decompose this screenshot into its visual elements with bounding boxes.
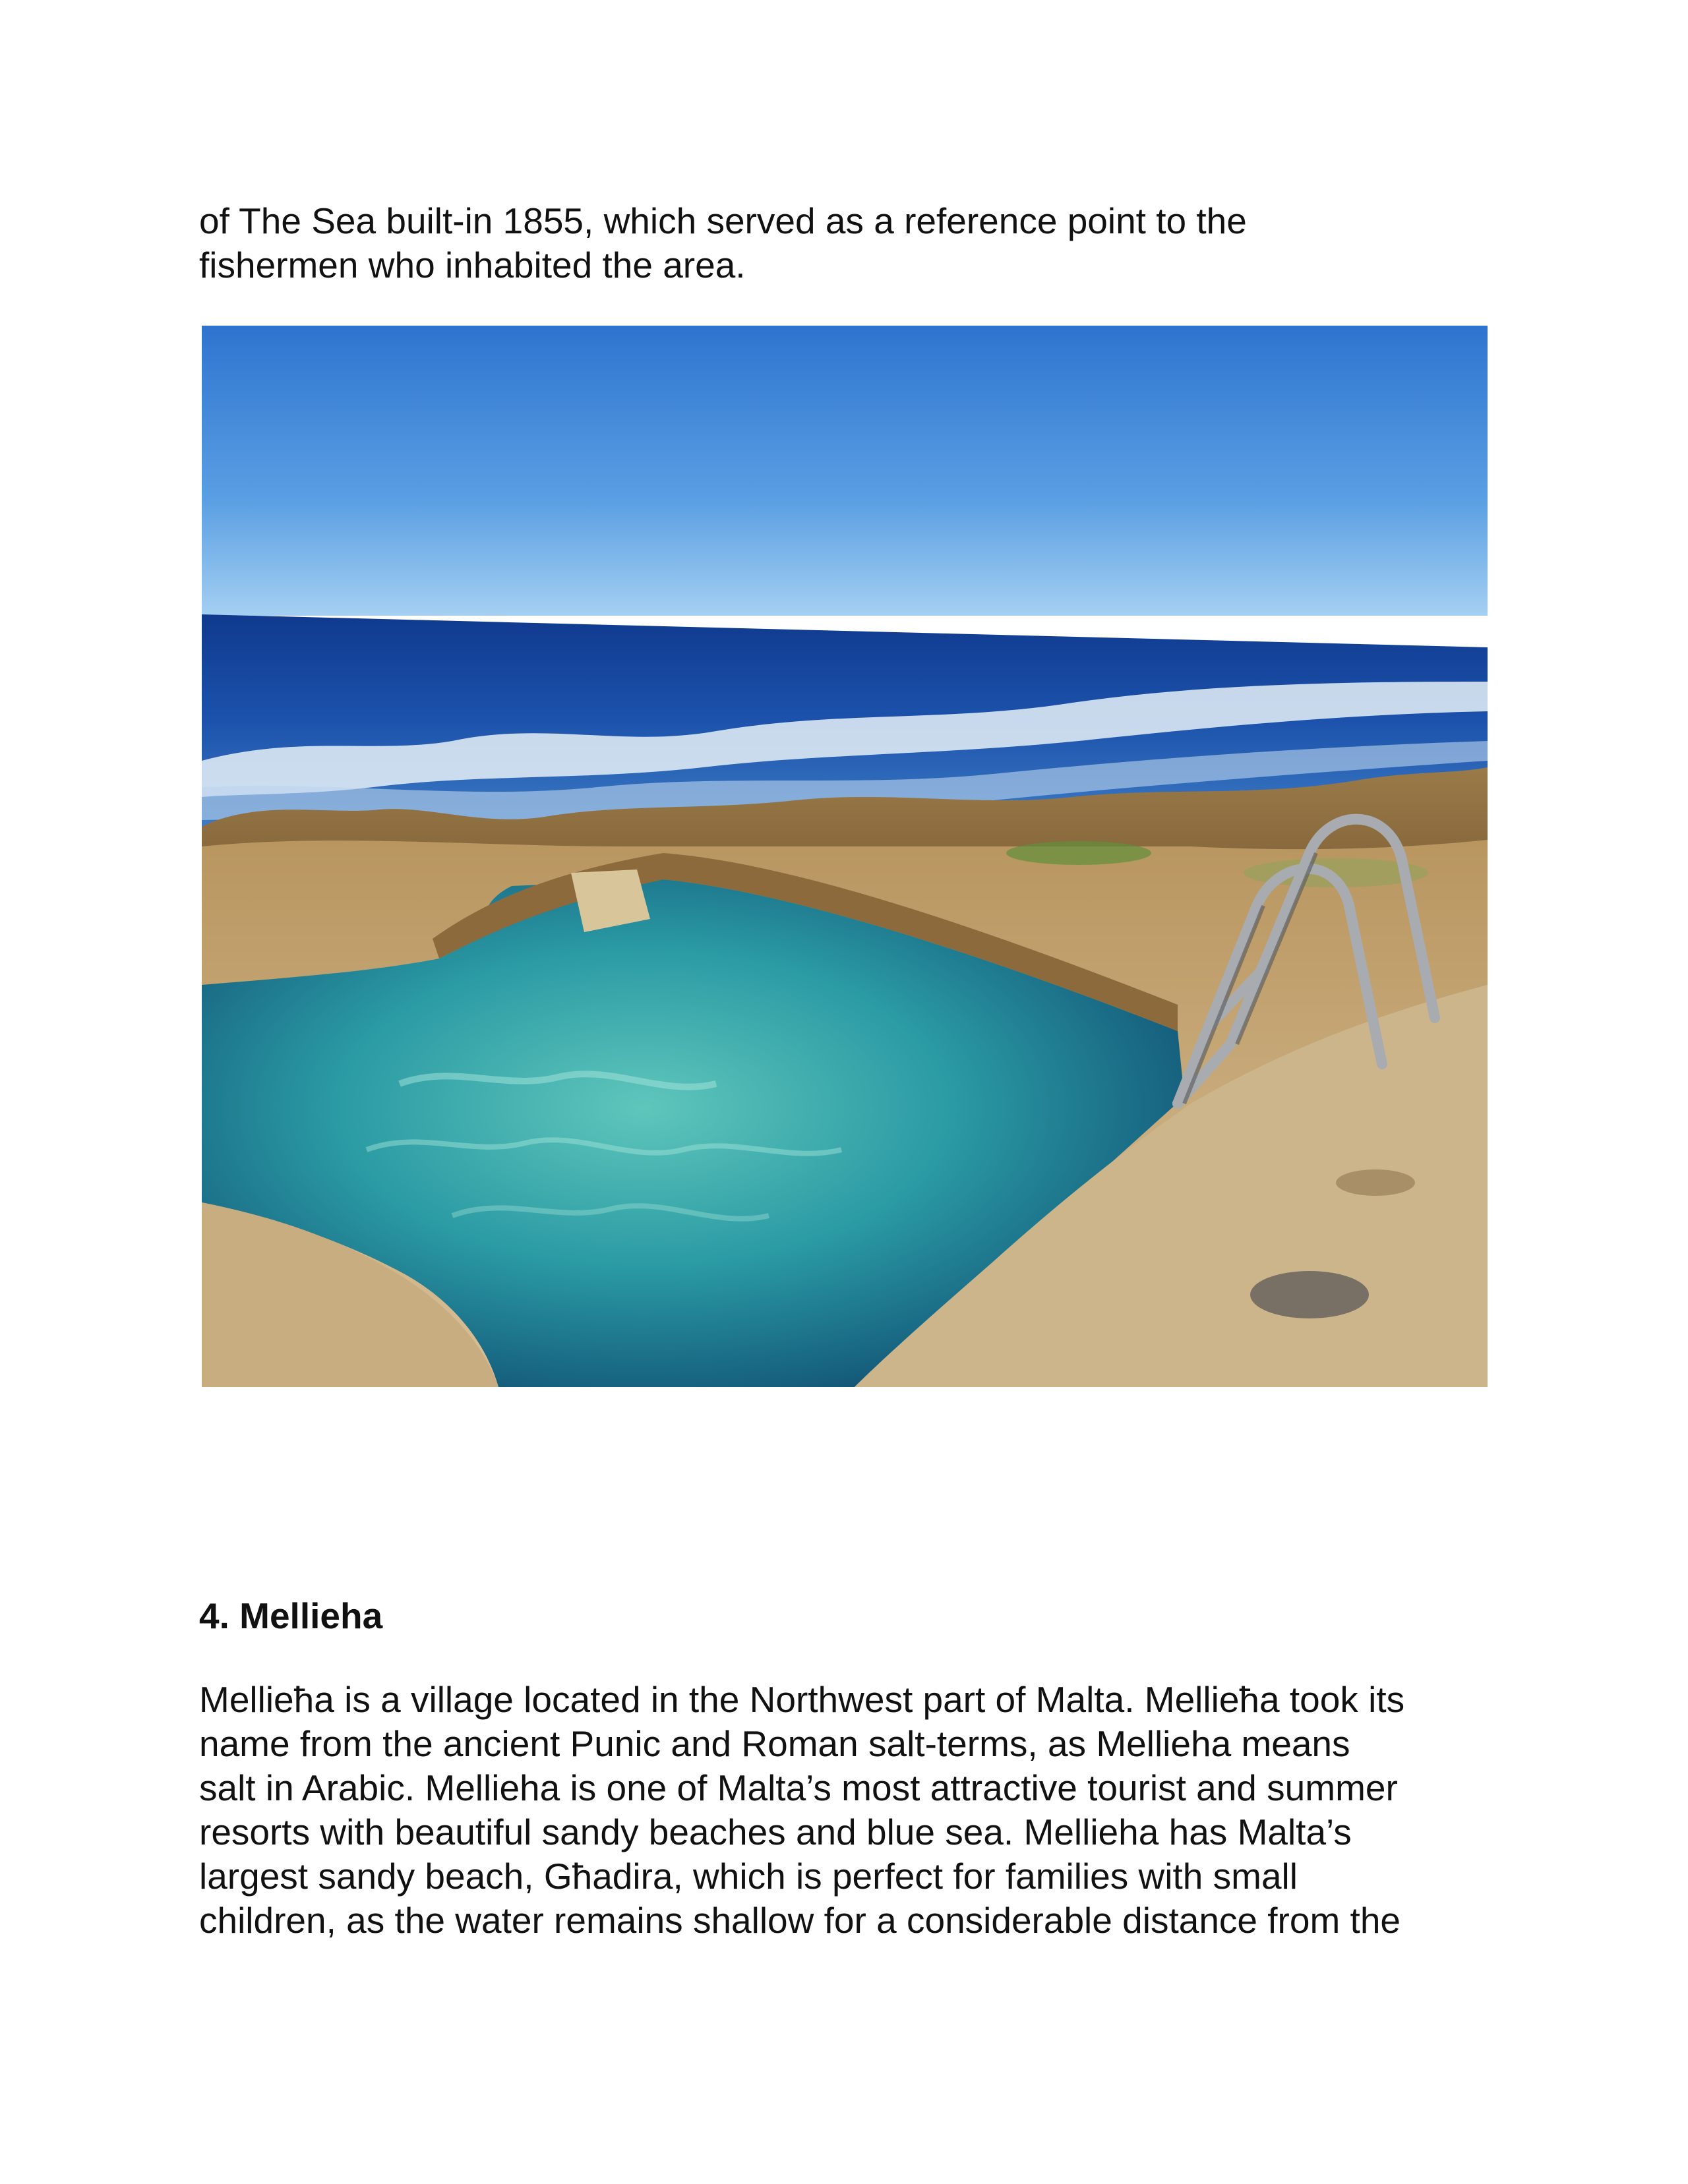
paragraph-line: fishermen who inhabited the area.	[199, 245, 746, 285]
paragraph-line: resorts with beautiful sandy beaches and blue sea. Mellieha has Malta’s	[199, 1812, 1352, 1852]
section-paragraph	[199, 1678, 1518, 1943]
section-heading: 4. Mellieha	[199, 1595, 383, 1636]
paragraph-line: Mellieħa is a village located in the Northwest part of Malta. Mellieħa took its	[199, 1679, 1405, 1720]
paragraph-line: of The Sea built-in 1855, which served as a reference point to the	[199, 200, 1247, 241]
sea-pool-photo	[202, 326, 1488, 1387]
paragraph-line: largest sandy beach, Għadira, which is perfect for families with small	[199, 1856, 1298, 1897]
paragraph-line: name from the ancient Punic and Roman salt-terms, as Mellieha means	[199, 1723, 1350, 1764]
intro-paragraph	[199, 199, 1518, 287]
paragraph-line: children, as the water remains shallow for a considerable distance from the	[199, 1900, 1401, 1941]
paragraph-line: salt in Arabic. Mellieha is one of Malta’s most attractive tourist and summer	[199, 1767, 1398, 1808]
